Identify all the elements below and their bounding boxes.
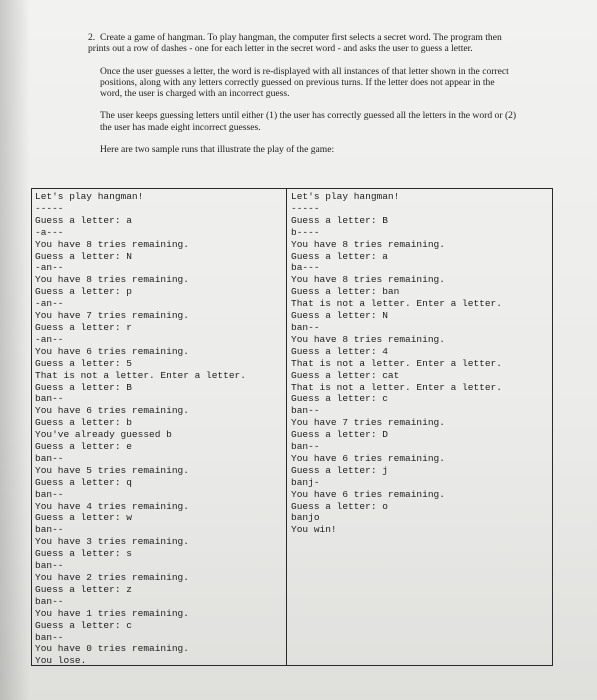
console-line: You have 8 tries remaining. xyxy=(291,333,445,345)
console-line: Guess a letter: N xyxy=(35,250,132,262)
console-line: You have 5 tries remaining. xyxy=(35,464,189,476)
console-line: ban-- xyxy=(35,631,64,643)
console-line: That is not a letter. Enter a letter. xyxy=(291,298,502,310)
console-line: Guess a letter: z xyxy=(35,583,132,595)
console-line: You have 4 tries remaining. xyxy=(35,500,189,512)
console-line: ban-- xyxy=(35,524,64,536)
console-line: -an-- xyxy=(35,262,64,274)
console-line: You have 2 tries remaining. xyxy=(35,572,189,583)
console-line: Guess a letter: b xyxy=(35,417,132,429)
problem-paragraph-4: Here are two sample runs that illustrate the play of the game: xyxy=(100,144,335,156)
console-line: Guess a letter: w xyxy=(35,512,132,524)
console-line: Guess a letter: e xyxy=(35,441,132,453)
console-line: Guess a letter: q xyxy=(35,476,132,488)
console-line: Guess a letter: c xyxy=(35,619,132,631)
console-line: Let's play hangman! xyxy=(35,191,144,202)
console-line: ban-- xyxy=(35,595,64,607)
problem-number: 2. xyxy=(88,32,96,43)
console-line: Guess a letter: o xyxy=(291,500,388,512)
console-line: You have 7 tries remaining. xyxy=(35,310,189,322)
console-line: ba--- xyxy=(291,262,320,274)
console-line: Let's play hangman! xyxy=(291,191,400,202)
console-line: ban-- xyxy=(35,488,64,500)
console-line: ban-- xyxy=(35,393,64,405)
problem-statement xyxy=(88,32,518,166)
console-line: That is not a letter. Enter a letter. xyxy=(291,357,502,369)
problem-paragraph-2: Once the user guesses a letter, the word is re-displayed with all instances of that letter shown in the correct positions, along with any letters correctly guessed on previous turns. If the letter does not appear in the word, the user is charged with an incorrect guess. xyxy=(100,65,509,100)
console-line: Guess a letter: a xyxy=(291,250,388,262)
console-line: You have 6 tries remaining. xyxy=(291,488,445,500)
console-line: You have 6 tries remaining. xyxy=(35,405,189,417)
console-line: Guess a letter: c xyxy=(291,393,388,405)
console-line: Guess a letter: a xyxy=(35,214,132,226)
console-line: You lose. xyxy=(35,655,87,665)
problem-paragraph-1 xyxy=(88,32,518,55)
console-line: b---- xyxy=(291,226,320,238)
console-line: ban-- xyxy=(35,452,64,464)
console-line: You have 8 tries remaining. xyxy=(291,238,445,250)
console-line: -an-- xyxy=(35,298,64,310)
sample-runs-table xyxy=(31,188,553,666)
console-line: ban-- xyxy=(291,321,320,333)
console-line: You have 6 tries remaining. xyxy=(291,452,445,464)
console-line: Guess a letter: ban xyxy=(291,286,400,298)
console-line: You have 3 tries remaining. xyxy=(35,536,189,548)
page-shadow xyxy=(0,0,30,700)
console-line: Guess a letter: s xyxy=(35,548,132,560)
console-line: Guess a letter: 5 xyxy=(35,357,132,369)
console-line: You have 8 tries remaining. xyxy=(35,274,189,286)
console-line: You have 7 tries remaining. xyxy=(291,417,445,429)
problem-paragraph-3: The user keeps guessing letters until either (1) the user has correctly guessed all the letters in the word or (2) the user has made eight incorrect guesses. xyxy=(100,110,517,133)
console-line: Guess a letter: D xyxy=(291,429,388,441)
sample-run-2 xyxy=(287,189,552,665)
console-line: Guess a letter: r xyxy=(35,321,132,333)
console-line: ban-- xyxy=(35,560,64,572)
console-line: ----- xyxy=(291,202,320,214)
console-line: -an-- xyxy=(35,333,64,345)
problem-text-1: Create a game of hangman. To play hangman, the computer first selects a secret word. The program then prints out a row of dashes - one for each letter in the secret word - and asks the user to guess a letter. xyxy=(88,32,502,55)
console-line: That is not a letter. Enter a letter. xyxy=(291,381,502,393)
sample-run-1 xyxy=(32,189,287,665)
console-line: ----- xyxy=(35,202,64,214)
console-line: Guess a letter: j xyxy=(291,464,388,476)
console-line: Guess a letter: cat xyxy=(291,369,400,381)
console-line: banjo xyxy=(291,512,320,524)
console-line: You have 1 tries remaining. xyxy=(35,607,189,619)
console-line: You have 8 tries remaining. xyxy=(35,238,189,250)
console-line: You have 0 tries remaining. xyxy=(35,643,189,655)
console-line: That is not a letter. Enter a letter. xyxy=(35,369,246,381)
console-line: You have 6 tries remaining. xyxy=(35,345,189,357)
console-line: ban-- xyxy=(291,441,320,453)
console-line: You win! xyxy=(291,524,337,536)
console-line: Guess a letter: 4 xyxy=(291,345,388,357)
console-line: Guess a letter: B xyxy=(35,381,132,393)
console-line: Guess a letter: B xyxy=(291,214,388,226)
console-line: ban-- xyxy=(291,405,320,417)
console-line: Guess a letter: N xyxy=(291,310,388,322)
console-line: Guess a letter: p xyxy=(35,286,132,298)
console-line: You've already guessed b xyxy=(35,429,172,441)
console-line: You have 8 tries remaining. xyxy=(291,274,445,286)
console-line: -a--- xyxy=(35,226,64,238)
console-line: banj- xyxy=(291,476,320,488)
